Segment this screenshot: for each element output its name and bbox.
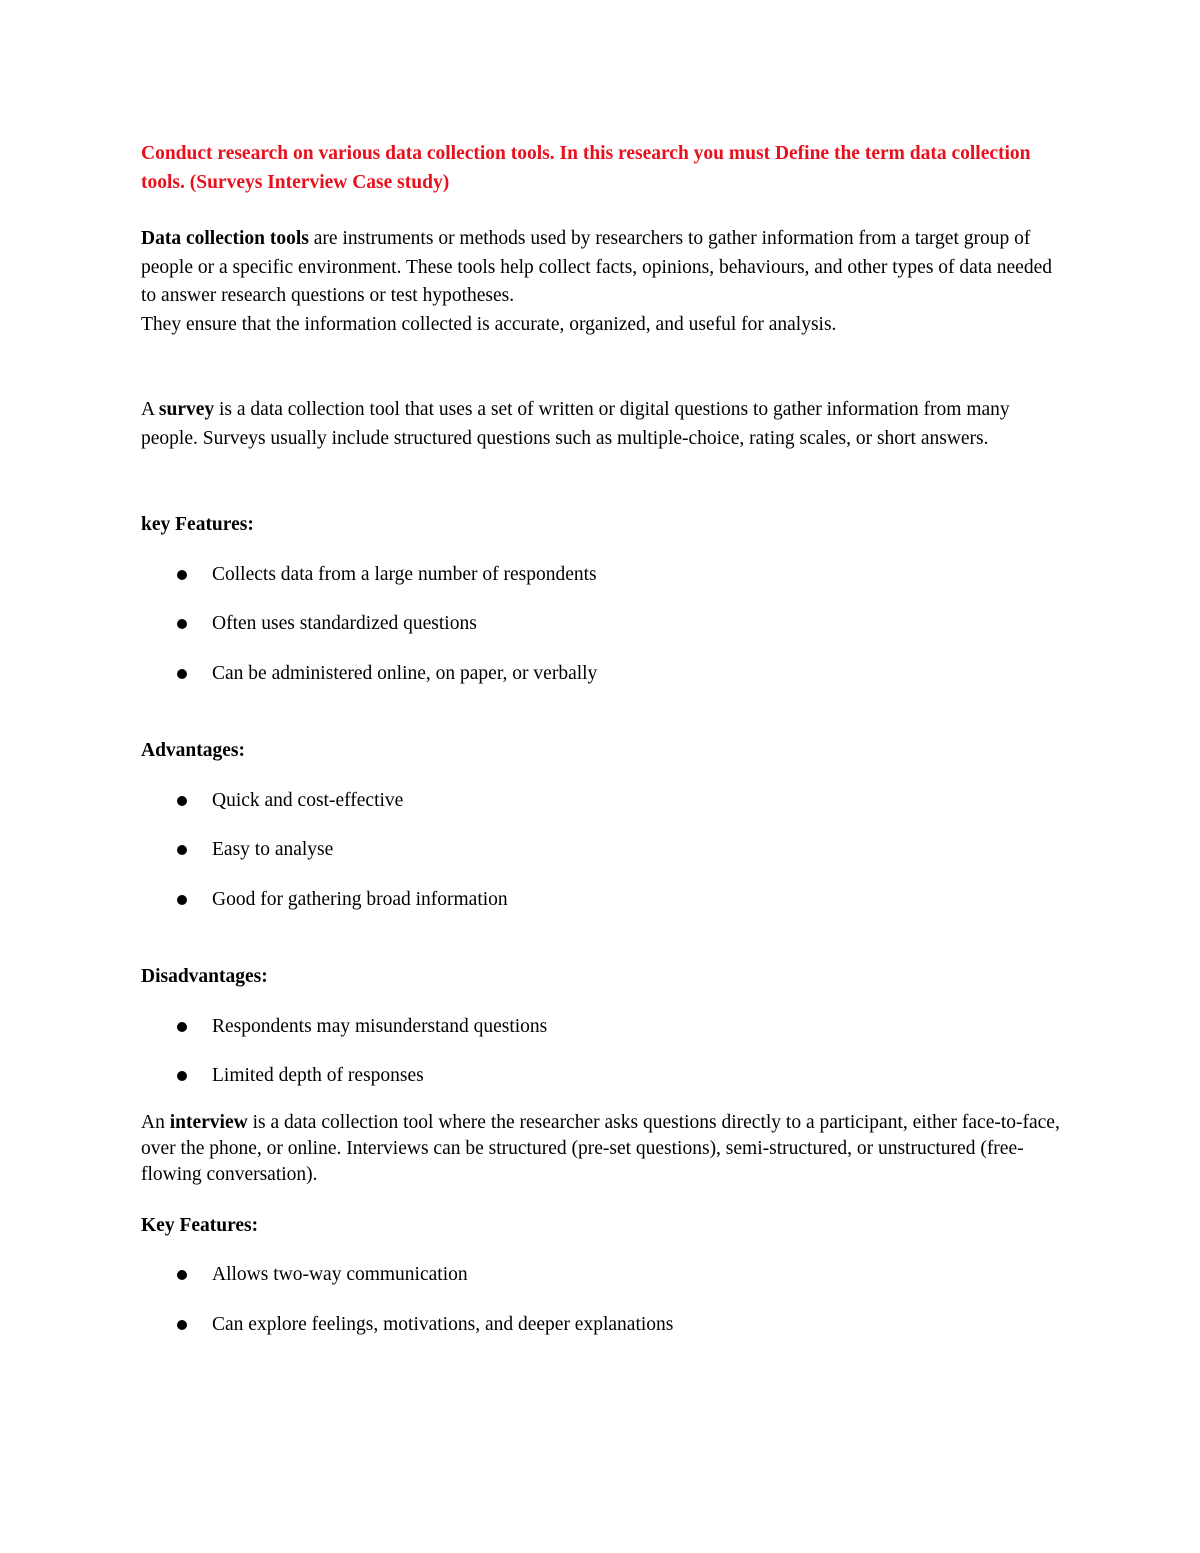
bullet-icon [177, 1270, 187, 1280]
intro-text: are instruments or methods used by researchers to gather information from a target group of people or a specific environment. These tools help collect facts, opinions, behaviours, and other types of data needed to answer research questions or test hypotheses. [141, 228, 1052, 306]
intro-paragraph [141, 225, 1061, 311]
bullet-icon [177, 895, 187, 905]
intro-term: Data collection tools [141, 228, 309, 249]
survey-prefix: A [141, 399, 159, 420]
survey-advantages-label: Advantages: [141, 740, 246, 761]
list-item: Respondents may misunderstand questions [141, 1013, 1061, 1042]
survey-features-list [141, 561, 1061, 689]
bullet-icon [177, 570, 187, 580]
assignment-heading: Conduct research on various data collection tools. In this research you must Define the term data collection tools. (Surveys Interview Case study) [141, 143, 1031, 193]
bullet-icon [177, 1320, 187, 1330]
list-item: Often uses standardized questions [141, 610, 1061, 639]
survey-advantages-list [141, 787, 1061, 915]
interview-prefix: An [141, 1111, 170, 1133]
interview-paragraph [141, 1110, 1061, 1188]
list-item: Can be administered online, on paper, or verbally [141, 660, 1061, 689]
survey-disadvantages-label: Disadvantages: [141, 966, 268, 987]
list-item: Limited depth of responses [141, 1062, 1061, 1091]
list-item: Quick and cost-effective [141, 787, 1061, 816]
interview-features-label: Key Features: [141, 1214, 259, 1236]
list-item: Good for gathering broad information [141, 886, 1061, 915]
list-item: Collects data from a large number of respondents [141, 561, 1061, 590]
list-item: Can explore feelings, motivations, and deeper explanations [141, 1311, 1061, 1340]
bullet-icon [177, 1071, 187, 1081]
bullet-icon [177, 796, 187, 806]
interview-term: interview [169, 1111, 248, 1133]
survey-features-label: key Features: [141, 514, 254, 535]
list-item: Allows two-way communication [141, 1261, 1061, 1290]
bullet-icon [177, 845, 187, 855]
document-page [141, 140, 1061, 1339]
survey-disadvantages-list [141, 1013, 1061, 1091]
bullet-icon [177, 1022, 187, 1032]
survey-paragraph [141, 396, 1061, 453]
interview-text: is a data collection tool where the researcher asks questions directly to a participant, either face-to-face, over the phone, or online. Interviews can be structured (pre-set questions), semi-structured, or unstructured (free-flowing conversation). [141, 1111, 1060, 1185]
intro-paragraph-2: They ensure that the information collected is accurate, organized, and useful for analysis. [141, 313, 837, 335]
survey-term: survey [158, 399, 215, 420]
list-item: Easy to analyse [141, 836, 1061, 865]
interview-features-list [141, 1261, 1061, 1339]
survey-text: is a data collection tool that uses a set of written or digital questions to gather information from many people. Surveys usually include structured questions such as multiple-choice, rating scales, or short answers. [141, 399, 1010, 449]
bullet-icon [177, 669, 187, 679]
bullet-icon [177, 619, 187, 629]
